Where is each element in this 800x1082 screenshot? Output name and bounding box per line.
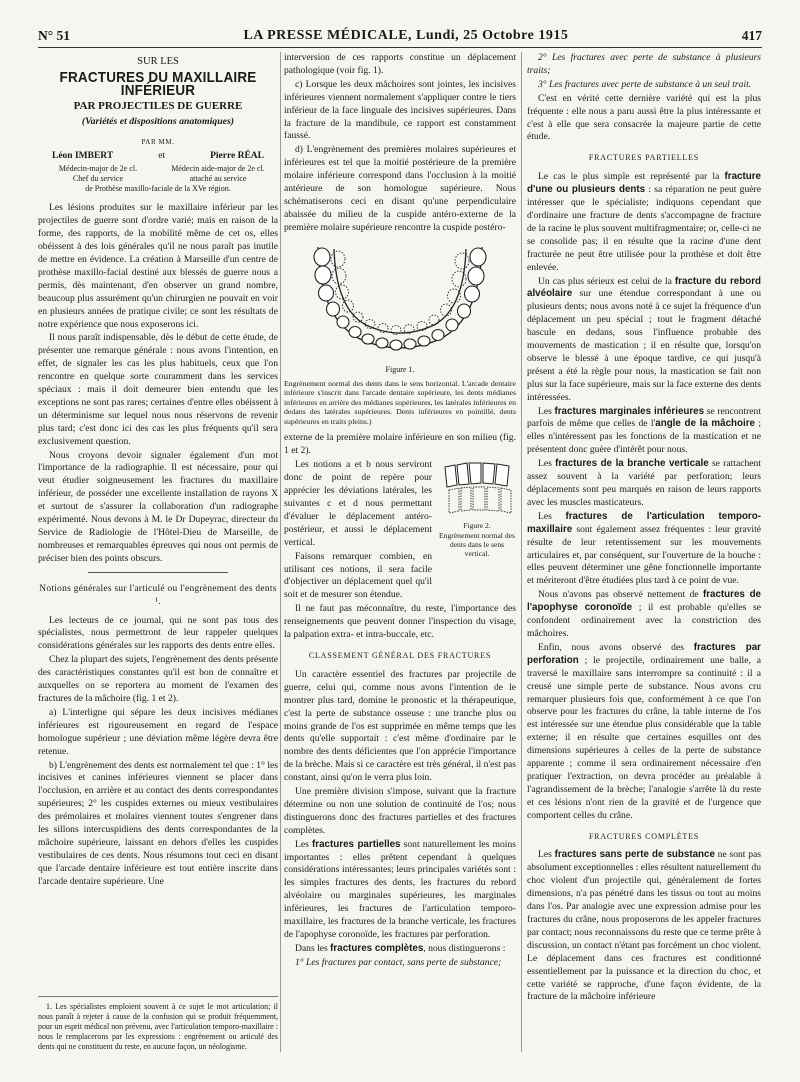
bold-term: fracture du rebord alvéolaire <box>527 275 761 300</box>
dental-arch-illustration <box>300 239 500 357</box>
text-with-figure-2 <box>284 459 516 603</box>
bold-term: angle de la mâchoire <box>655 418 755 430</box>
column-rule <box>280 52 281 1052</box>
bold-term: fractures par perforation <box>527 641 761 666</box>
paragraph: C'est en vérité cette dernière variété qui est la plus fréquente : elle nous a paru aussi être la plus intéressante et c'est à elle que sera consacrée la majeure partie de cette étude. <box>527 92 761 143</box>
paragraph: Les fractures sans perte de substance ne sont pas absolument exceptionnelles : elles résultent naturellement du choc violent d'un projectile qui, généralement de fortes dimensions, n'a pas pénétré dans les tissus ou tout au moins dans l'os. Par analogie avec une expression admise pour les fractures du crâne, nous proposerons de les appeler fractures par contact; nous reconnaissons du reste que ce terme prête à discussion, un contact n'étant pas forcément un choc violent. Le déplacement dans ces fractures est conditionné essentiellement par la puissance et la direction du choc, et cette variété se rapproche, d'une façon évidente, de la fracture de la mâchoire inférieure <box>527 849 761 1003</box>
section-heading: FRACTURES COMPLÈTES <box>588 831 700 841</box>
paragraph: Nous n'avons pas observé nettement de fractures de l'apophyse coronoïde ; il est probable qu'elles se confondent ordinairement avec la constriction des mâchoires. <box>527 589 761 639</box>
paragraph: Les fractures de la branche verticale se rattachent assez souvent à la variété par perforation; leurs déplacements sont peu marqués en raison de leurs rapports avec les muscles masticateurs. <box>527 458 761 508</box>
paragraph: Les lésions produites sur le maxillaire inférieur par les projectiles de guerre sont d'ordre varié; mais en raison de la forme, des rapports, de la mobilité même de cet os, elles obéissent à des lois générales qu'il ne nous paraît pas inutile de mettre en évidence. La création à Marseille d'un centre de prothèse maxillo-facial destiné aux blessés de guerre nous a permis, dès maintenant, d'en observer un grand nombre, beaucoup plus assurément qu'un chirurgien ne pouvait en voir en plusieurs années de pratique civile; ce sont les résultats de notre expérience que nous exposerons ici. <box>38 202 278 330</box>
column-rule <box>521 52 522 1052</box>
figure-2-title: Figure 2. <box>463 521 491 531</box>
paragraph: c) Lorsque les deux mâchoires sont jointes, les incisives inférieures viennent normalement s'appliquer contre le tiers inférieur de la face linguale des incisives supérieures. Dans la fracture de la mandibule, ce rapport est constamment faussé. <box>284 78 516 142</box>
author-real: Pierre RÉAL <box>210 151 264 162</box>
paragraph: Un caractère essentiel des fractures par projectile de guerre, celui qui, comme nous avons l'intention de le montrer plus tard, domine le pronostic et la thérapeutique, c'est la perte de substance osseuse : une tranche plus ou moins grande de l'os est supprimée en même temps que les dents qu'elle supportait : c'est même d'ordinaire par le nombre des dents déficientes que l'on apprécie l'importance de la brèche. Mais si ce caractère est très général, il n'est pas constant, ainsi qu'on le verra plus loin. <box>284 668 516 784</box>
bold-term: fractures de la branche verticale <box>555 458 709 470</box>
paragraph: Chez la plupart des sujets, l'engrènement des dents présente des caractéristiques constantes qu'il est bon de connaître et auxquelles on se reportera au moment de l'examen des fractures de la mâchoire (fig. 1 et 2). <box>38 654 278 704</box>
paragraph: Les fractures de l'articulation temporo-maxillaire sont également assez fréquentes : leur gravité résulte de leur retentissement sur les mouvements articulaires et, par conséquent, sur l'ouverture de la bouche : elles peuvent déterminer une gêne fonctionnelle importante et mériteront d'être étudiées plus tard à ce point de vue. <box>527 510 761 587</box>
affiliations <box>38 164 278 184</box>
paragraph: Une première division s'impose, suivant que la fracture détermine ou non une solution de continuité de l'os; nous distinguerons donc des fractures partielles et des fractures complètes. <box>284 786 516 836</box>
affil-real-role: attaché au service <box>189 174 247 184</box>
paragraph: Il ne faut pas méconnaître, du reste, l'importance des renseignements que peuvent donner l'inspection du visage, la palpation extra- et intra-buccale, etc. <box>284 603 516 641</box>
affil-imbert-rank: Médecin-major de 2e cl. <box>58 164 138 174</box>
paragraph-list-item: 2° Les fractures avec perte de substance à plusieurs traits; <box>527 52 761 76</box>
bold-term: fractures sans perte de substance <box>554 849 715 861</box>
affil-service: de Prothèse maxillo-faciale de la XVe région. <box>85 184 231 194</box>
vertical-occlusion-illustration <box>441 459 513 519</box>
authors <box>38 150 278 163</box>
paragraph: Les fractures marginales inférieures se rencontrent parfois de même que celles de l'angle de la mâchoire ; elles n'intéressent pas les fonctions de la mastication et ne présentent donc guère d'intérêt pour nous. <box>527 405 761 456</box>
section-heading: Notions générales sur l'articulé ou l'engrènement des dents ¹. <box>39 583 277 607</box>
bold-term: fractures partielles <box>312 838 401 850</box>
figure-1 <box>284 239 516 362</box>
bold-term: fractures complètes <box>330 942 424 954</box>
paragraph: Nous croyons devoir signaler également d'un mot l'importance de la radiographie. Il est nécessaire, pour qui veut étudier soigneusement les fractures du maxillaire inférieur, de posséder une excellente installation de rayons X et surtout de s'assurer la collaboration d'un radiographe expérimenté. Nous devons à M. le Dr Dupeyrac, directeur du Service de Radiologie de l'Hôtel-Dieu de Marseille, de nombreuses et remarquables épreuves qui nous ont permis de préciser bien des points obscurs. <box>38 449 278 564</box>
paragraph: interversion de ces rapports constitue un déplacement pathologique (voir fig. 1). <box>284 52 516 76</box>
bold-term: fractures de l'articulation temporo-maxillaire <box>527 510 761 535</box>
bold-term: fractures marginales inférieures <box>554 405 705 417</box>
paragraph: d) L'engrènement des premières molaires supérieures et inférieures est tel que la moitié postérieure de la première molaire inférieure correspond dans l'occlusion à la moitié antérieure de son homologue supérieure. Nous schématiserons ceci en disant qu'une perpendiculaire abaissée du milieu de la cuspide antéro-externe de la première molaire supérieure rencontre la cuspide postéro- <box>284 144 516 233</box>
section-divider <box>88 572 228 573</box>
author-conjunction: et <box>158 151 166 162</box>
paragraph: Faisons remarquer combien, en utilisant ces notions, il sera facile d'objectiver un déplacement quel qu'il soit et de mesurer son étendue. <box>284 550 432 601</box>
footnote-text: 1. Les spécialistes emploient souvent à ce sujet le mot articulation; il nous paraît à rejeter à cause de la confusion qui se produit fréquemment, pour un esprit médical non prévenu, avec l'articulation temporo-maxillaire : nous le remplacerons par les expressions : engrènement ou articulé des dents qui ne constituent du reste, en aucune façon, un néologisme. <box>38 1002 278 1051</box>
paragraph: Les notions a et b nous serviront donc de point de repère pour apprécier les déviations latérales, les suivantes c et d nous permettant d'évaluer le déplacement antéro-postérieur, et aussi le déplacement vertical. <box>284 459 432 548</box>
column-1 <box>38 52 278 890</box>
paragraph: externe de la première molaire inférieure en son milieu (fig. 1 et 2). <box>284 432 516 457</box>
paragraph: Les lecteurs de ce journal, qui ne sont pas tous des spécialistes, nous permettront de leur rappeler quelques considérations générales sur les rapports des dents entre elles. <box>38 614 278 652</box>
paragraph: Dans les fractures complètes, nous distinguerons : <box>295 942 506 954</box>
bold-term: fracture d'une ou plusieurs dents <box>527 171 761 196</box>
article-kicker: SUR LES <box>137 56 179 67</box>
paragraph: Enfin, nous avons observé des fractures par perforation ; le projectile, ordinairement une balle, a traversé le maxillaire sans interrompre sa continuité : il a creusé une simple perte de substance. Nous avons cru remarquer plusieurs fois que, conformément à ce que l'on observe pour les fractures du crâne, la table interne de l'os est intéressée sur une étendue plus considérable que la table externe; il en résulte que certaines esquilles ont des dimensions supérieures à celles de la perte de substance apparente ; comme il sera ordinairement nécessaire d'en pratiquer l'extraction, on devra procéder au préalable à l'agrandissement de la brèche; l'analogie s'arrête là du reste et ces lésions n'ont rien de la gravité et de l'urgence que comportent celles du crâne. <box>527 641 761 821</box>
affil-imbert-role: Chef du service <box>72 174 124 184</box>
page-number: 417 <box>741 28 762 43</box>
article-title: FRACTURES DU MAXILLAIRE INFÉRIEUR <box>59 68 257 99</box>
section-heading: CLASSEMENT GÉNÉRAL DES FRACTURES <box>308 650 492 660</box>
affil-real-rank: Médecin aide-major de 2e cl. <box>171 164 265 174</box>
journal-title: LA PRESSE MÉDICALE, Lundi, 25 Octobre 1915 <box>243 28 569 43</box>
paragraph: Il nous paraît indispensable, dès le début de cette étude, de présenter une remarque générale : nous avons l'intention, en effet, de signaler les cas les plus habituels, ceux que l'on rencontre en quelque sorte couramment dans les services spéciaux : mais il doit demeurer bien entendu que les exceptions ne sont pas rares; certaines d'entre elles obéissent à un déterminisme sur lequel nous nous réservons de revenir plus tard; c'est donc ici des cas les plus fréquents qu'il sera exclusivement question. <box>38 332 278 447</box>
running-header <box>38 22 762 48</box>
paragraph: b) L'engrènement des dents est normalement tel que : 1° les incisives et canines inférieures viennent se placer dans l'occlusion, en arrière et au contact des dents correspondantes supérieures; 2° les cuspides externes ou mieux vestibulaires des prémolaires et molaires viennent toutes s'engrener dans les sillons intercuspidiens des dents correspondantes de la mâchoire supérieure, laissant en dehors d'elles les cuspides vestibulaires de ces dents. Nous résumons tout ceci en disant que l'arcade dentaire inférieure est tout entière inscrite dans l'arcade dentaire supérieure. Une <box>38 759 278 887</box>
issue-number: N° 51 <box>38 28 71 43</box>
paragraph: Les fractures partielles sont naturellement les moins importantes : elles prêtent cependant à quelques considérations intéressantes; leurs principales variétés sont : les simples fractures des dents, les fractures du rebord alvéolaire ou marginales supérieures, les marginales inférieures, les fractures de l'articulation temporo-maxillaire, les fractures de la branche verticale, les fractures de l'apophyse coronoïde, les fractures par perforation. <box>284 838 516 940</box>
column-2 <box>284 52 516 971</box>
paragraph: Un cas plus sérieux est celui de la fracture du rebord alvéolaire sur une étendue correspondant à une ou plusieurs dents; nous avons noté à ce sujet la fréquence d'un déplacement un peu spécial ; tout le fragment détaché bascule en dedans, sous l'influence probable des mouvements de mastication ; il en résulte que, lorsqu'on observe le blessé à une époque tardive, ce qui jusqu'à présent a été la règle pour nous, la mastication se fait non plus sur la face supérieure, mais sur la face externe des dents intéressées. <box>527 275 761 403</box>
figure-2-caption: Engrènement normal des dents dans le sens vertical. <box>439 530 515 559</box>
figure-1-caption: Engrènement normal des dents dans le sens horizontal. L'arcade dentaire inférieure s'inscrit dans l'arcade dentaire supérieure, les dents médianes inférieures en arrière des médianes supérieures, les latérales inférieures en dedans des latérales supérieures. Dents inférieures en pointillé, dents supérieures en traits pleins.) <box>284 378 516 426</box>
figure-2 <box>438 459 516 603</box>
paragraph-list-item: 1° Les fractures par contact, sans perte de substance; <box>295 956 502 968</box>
bold-term: fractures de l'apophyse coronoïde <box>527 589 761 614</box>
paragraph-list-item: 3° Les fractures avec perte de substance à un seul trait. <box>538 78 752 90</box>
column-3 <box>527 52 761 1005</box>
paragraph: a) L'interligne qui sépare les deux incisives médianes inférieures est rigoureusement en regard de l'espace homologue supérieur ; une déviation même légère devra être retenue. <box>38 706 278 757</box>
figure-1-title: Figure 1. <box>385 364 415 374</box>
byline-par: PAR MM. <box>141 137 175 146</box>
footnote <box>38 996 278 1053</box>
paragraph: Le cas le plus simple est représenté par la fracture d'une ou plusieurs dents : sa réparation ne peut guère intéresser que le spécialiste; indiquons cependant que d'ordinaire une fracture de dents s'accompagne de fracture de la racine le plus souvent multifragmentaire; or, celle-ci ne se consolide pas; il en résulte que la racine d'une dent fracturée ne peut être utilisée pour la prothèse et doit être enlevée. <box>527 171 761 273</box>
author-imbert: Léon IMBERT <box>52 151 114 162</box>
article-subtitle: PAR PROJECTILES DE GUERRE <box>73 99 243 112</box>
section-heading: FRACTURES PARTIELLES <box>588 153 700 163</box>
article-variant: (Variétés et dispositions anatomiques) <box>81 115 235 127</box>
